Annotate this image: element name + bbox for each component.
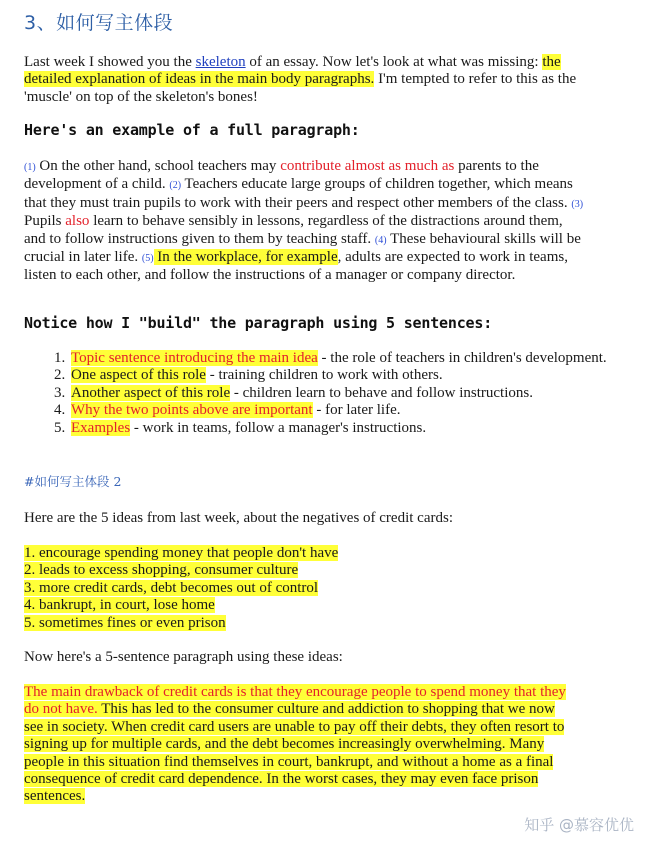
list-item [24,562,338,579]
sentence-number-1: (1) [24,162,36,173]
intro-text-1: Last week I showed you the [24,54,196,70]
intro-text-3: I'm tempted to refer to this as the 'muscle' on top of the skeleton's bones! [24,71,577,105]
step-text: - children learn to behave and follow instructions. [230,384,533,401]
sentence-3-text: Pupils [24,213,66,230]
step-item [69,350,629,367]
sentence-number-4: (4) [374,234,387,246]
step-text: - training children to work with others. [205,367,443,384]
sentence-number-5: (5) [141,253,154,265]
credit-ideas-list [24,545,338,632]
supporting-sentences: This has led to the consumer culture and addiction to shopping that we now see in society. When credit card users are unable to pay off their debts, they often resort to signing up for multiple cards, and the debt becomes increasingly overwhelming. Many people in this situation find themselves in court, bankrupt, and without a home as a final consequence of credit card dependence. In the worst cases, they may even face prison sentences. [24,701,565,805]
credit-item-text: 2. leads to excess shopping, consumer culture [24,562,299,579]
list-item [24,580,338,597]
zhihu-watermark: 知乎 @慕容优优 [524,816,634,834]
credit-item-text: 5. sometimes fines or even prison [24,614,226,631]
credit-item-text: 4. bankrupt, in court, lose home [24,597,215,614]
step-label: Examples [71,419,131,436]
list-item [24,615,338,632]
sentence-5-highlight: In the workplace, for example [153,249,338,266]
step-text: - the role of teachers in children's development. [317,350,607,366]
sentence-4-text: These behavioural skills will be crucial in later life. [24,230,581,266]
credit-intro: Here are the 5 ideas from last week, about the negatives of credit cards: [24,510,453,526]
list-item [24,597,338,614]
step-item [69,385,629,402]
sentence-number-3: (3) [571,198,584,210]
step-label: Why the two points above are important [71,402,313,419]
example-paragraph [24,158,584,285]
credit-item-text: 3. more credit cards, debt becomes out of control [24,579,319,596]
intro-text-2: of an essay. Now let's look at what was missing: [245,54,543,70]
section-heading: 3、如何写主体段 [24,12,174,34]
step-label: Another aspect of this role [71,384,231,401]
sentence-5-text: , adults are expected to work in teams, listen to each other, and follow the instructions of a manager or company director. [24,249,568,284]
example-heading: Here's an example of a full paragraph: [24,121,360,139]
sentence-3-text-end: learn to behave sensibly in lessons, regardless of the distractions around them, and to follow instructions given to them by teaching staff. [24,213,563,247]
sentence-number-2: (2) [169,180,182,192]
step-item [69,367,629,384]
steps-list [24,350,629,437]
step-text: - for later life. [312,402,401,419]
sentence-2-text: Teachers educate large groups of children together, which means that they must train pupils to work with their peers and respect other members of the class. [24,176,573,211]
topic-sentence: The main drawback of credit cards is that they encourage people to spend money that they do not have. [24,684,566,718]
step-label: Topic sentence introducing the main idea [71,350,318,366]
sentence-1-text: On the other hand, school teachers may [35,158,281,174]
paragraph-intro: Now here's a 5-sentence paragraph using these ideas: [24,649,343,665]
step-text: - work in teams, follow a manager's instructions. [130,419,427,436]
notice-heading: Notice how I "build" the paragraph using 5 sentences: [24,314,493,332]
step-label: One aspect of this role [71,367,206,384]
step-item [69,402,629,419]
sentence-3-red: also [65,213,90,230]
sentence-1-red: contribute almost as much as [280,158,455,174]
credit-item-text: 1. encourage spending money that people don't have [24,545,339,561]
intro-paragraph [24,54,584,106]
section-tag[interactable]: #如何写主体段 2 [24,474,122,489]
step-item [69,420,629,437]
skeleton-link[interactable]: skeleton [195,54,246,70]
sentence-1-text-end: parents to the development of a child. [24,158,539,193]
intro-highlight: the detailed explanation of ideas in the main body paragraphs. [24,54,561,88]
list-item [24,545,338,562]
credit-card-paragraph [24,684,572,806]
